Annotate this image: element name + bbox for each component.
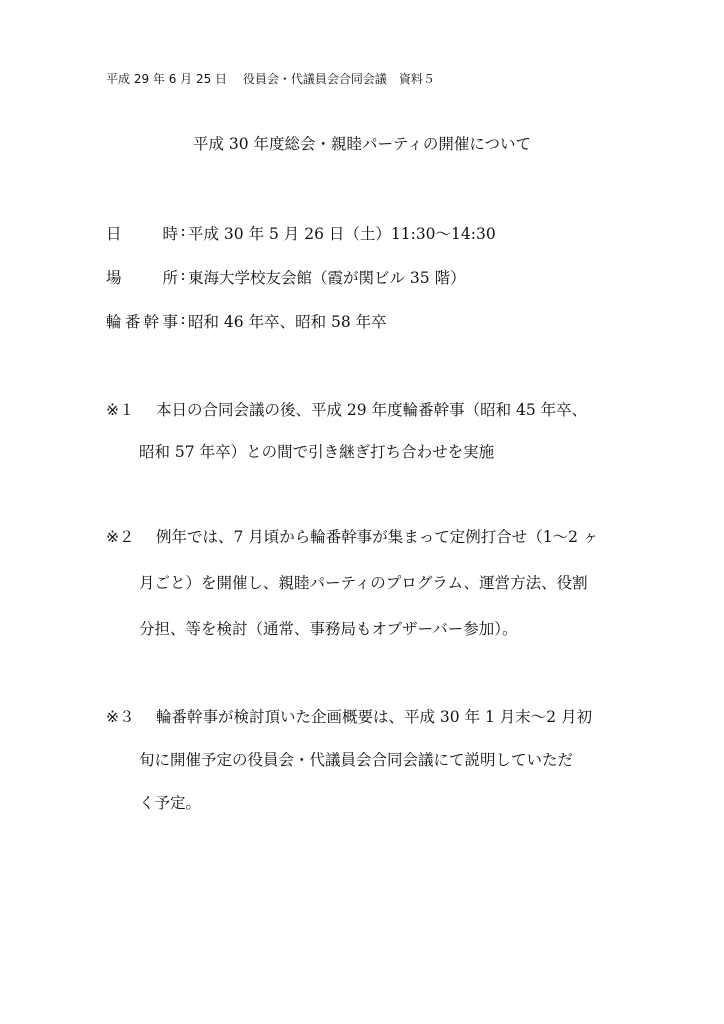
info-value: 東海大学校友会館（霞が関ビル 35 階） — [188, 269, 466, 287]
note-mark: ※３ — [106, 708, 135, 726]
document-title: 平成 30 年度総会・親睦パーティの開催について — [192, 135, 532, 153]
info-row-datetime — [106, 222, 496, 244]
note-mark: ※２ — [106, 528, 135, 546]
info-colon: : — [180, 222, 186, 240]
info-value: 平成 30 年 5 月 26 日（土）11:30～14:30 — [188, 225, 496, 243]
info-row-organizers — [106, 310, 387, 332]
info-row-venue — [106, 266, 466, 288]
note-line: 本日の合同会議の後、平成 29 年度輪番幹事（昭和 45 年卒、 — [156, 401, 588, 419]
note-line: 月ごと）を開催し、親睦パーティのプログラム、運営方法、役割 — [139, 574, 588, 592]
info-label: 日時 — [106, 225, 178, 243]
info-label: 場所 — [106, 269, 178, 287]
info-colon: : — [180, 310, 186, 328]
note-line: 昭和 57 年卒）との間で引き継ぎ打ち合わせを実施 — [139, 443, 495, 461]
note-line: く予定。 — [139, 794, 202, 812]
note-mark: ※１ — [106, 401, 135, 419]
note-1 — [106, 398, 587, 476]
note-line: 例年では、7 月頃から輪番幹事が集まって定例打合せ（1～2 ヶ — [156, 528, 599, 546]
note-3 — [106, 705, 592, 827]
note-line: 旬に開催予定の役員会・代議員会合同会議にて説明していただ — [139, 751, 574, 769]
note-2 — [106, 525, 598, 653]
info-label: 輪番幹事 — [106, 313, 178, 331]
document-header: 平成 29 年 6 月 25 日 役員会・代議員会合同会議 資料５ — [106, 72, 435, 86]
info-value: 昭和 46 年卒、昭和 58 年卒 — [188, 313, 387, 331]
info-colon: : — [180, 266, 186, 284]
note-line: 分担、等を検討（通常、事務局もオブザーバー参加）。 — [139, 620, 518, 638]
note-line: 輪番幹事が検討頂いた企画概要は、平成 30 年 1 月末～2 月初 — [156, 708, 593, 726]
